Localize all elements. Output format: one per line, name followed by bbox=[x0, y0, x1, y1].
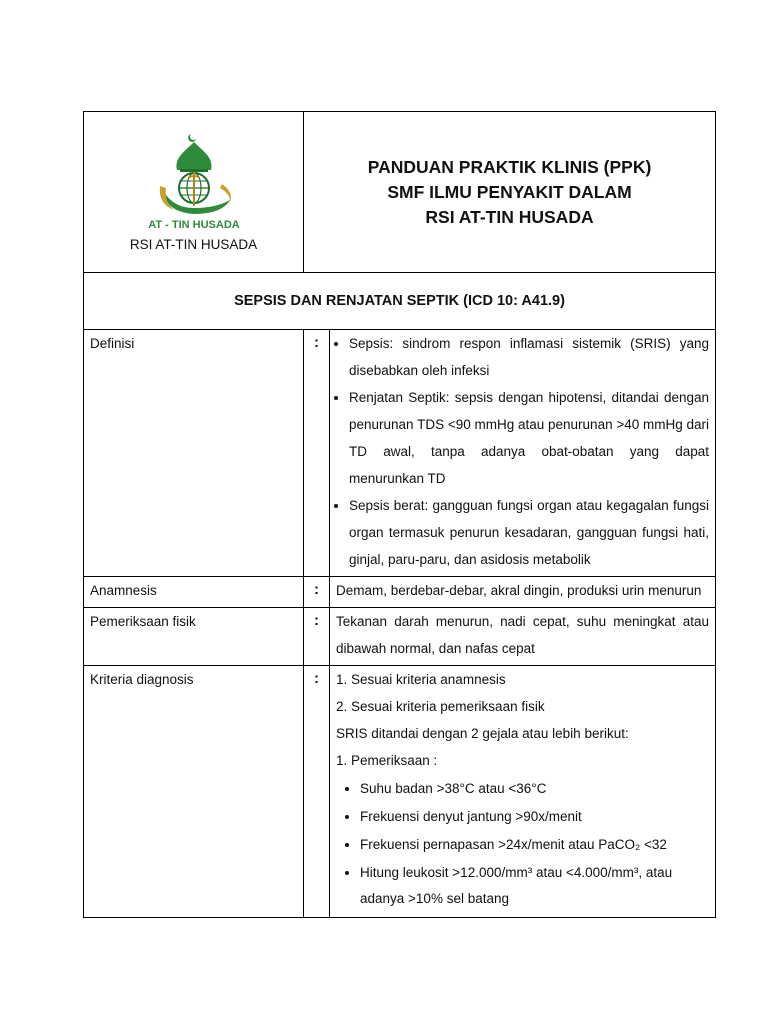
title-line-3: RSI AT-TIN HUSADA bbox=[425, 206, 594, 227]
criteria-line: SRIS ditandai dengan 2 gejala atau lebih berikut: bbox=[336, 726, 629, 741]
definition-item: • Sepsis berat: gangguan fungsi organ atau kegagalan fungsi organ termasuk penurun kesadaran, gangguan fungsi hati, ginjal, paru-paru, dan asidosis metabolik bbox=[349, 492, 709, 573]
logo-wordmark: AT - TIN HUSADA bbox=[147, 219, 240, 231]
sris-criterion: • Suhu badan >38°C atau <36°C bbox=[360, 776, 709, 802]
colon: : bbox=[304, 608, 330, 666]
hospital-logo bbox=[84, 132, 303, 237]
sris-criteria-list bbox=[336, 776, 709, 912]
hospital-emblem-icon bbox=[144, 132, 244, 232]
row-label-anamnesis: Anamnesis bbox=[84, 577, 304, 608]
section-heading-row bbox=[84, 273, 716, 330]
definition-item: • Sepsis: sindrom respon inflamasi sistemik (SRIS) yang disebabkan oleh infeksi bbox=[349, 330, 709, 384]
row-label-kriteria-diagnosis: Kriteria diagnosis bbox=[84, 666, 304, 918]
criteria-line: 1. Pemeriksaan : bbox=[336, 753, 438, 768]
title-cell bbox=[304, 112, 716, 273]
row-label-pemeriksaan-fisik: Pemeriksaan fisik bbox=[84, 608, 304, 666]
sris-criterion: • Frekuensi denyut jantung >90x/menit bbox=[360, 804, 709, 830]
section-heading: SEPSIS DAN RENJATAN SEPTIK (ICD 10: A41.9) bbox=[84, 273, 716, 330]
colon: : bbox=[304, 330, 330, 577]
definisi-content bbox=[330, 330, 716, 577]
kriteria-diagnosis-content bbox=[330, 666, 716, 918]
pemeriksaan-fisik-content: Tekanan darah menurun, nadi cepat, suhu meningkat atau dibawah normal, dan nafas cepat bbox=[330, 608, 716, 666]
row-kriteria-diagnosis bbox=[84, 666, 716, 918]
criteria-line: 1. Sesuai kriteria anamnesis bbox=[336, 672, 506, 687]
title-line-1: PANDUAN PRAKTIK KLINIS (PPK) bbox=[367, 156, 652, 177]
row-anamnesis bbox=[84, 577, 716, 608]
sris-criterion: • Frekuensi pernapasan >24x/menit atau PaCO₂ <32 bbox=[360, 832, 709, 858]
header-row bbox=[84, 112, 716, 273]
criteria-line: 2. Sesuai kriteria pemeriksaan fisik bbox=[336, 699, 545, 714]
row-pemeriksaan-fisik bbox=[84, 608, 716, 666]
colon: : bbox=[304, 666, 330, 918]
anamnesis-content: Demam, berdebar-debar, akral dingin, produksi urin menurun bbox=[330, 577, 716, 608]
sris-criterion: • Hitung leukosit >12.000/mm³ atau <4.000/mm³, atau adanya >10% sel batang bbox=[360, 860, 709, 912]
ppk-table bbox=[83, 111, 716, 918]
row-definisi bbox=[84, 330, 716, 577]
definition-item: • Renjatan Septik: sepsis dengan hipotensi, ditandai dengan penurunan TDS <90 mmHg atau penurunan >40 mmHg dari TD awal, tanpa adanya obat-obatan yang dapat menurunkan TD bbox=[349, 384, 709, 492]
title-line-2: SMF ILMU PENYAKIT DALAM bbox=[387, 181, 632, 202]
row-label-definisi: Definisi bbox=[84, 330, 304, 577]
logo-cell bbox=[84, 112, 304, 273]
hospital-name-caption: RSI AT-TIN HUSADA bbox=[129, 237, 258, 252]
colon: : bbox=[304, 577, 330, 608]
